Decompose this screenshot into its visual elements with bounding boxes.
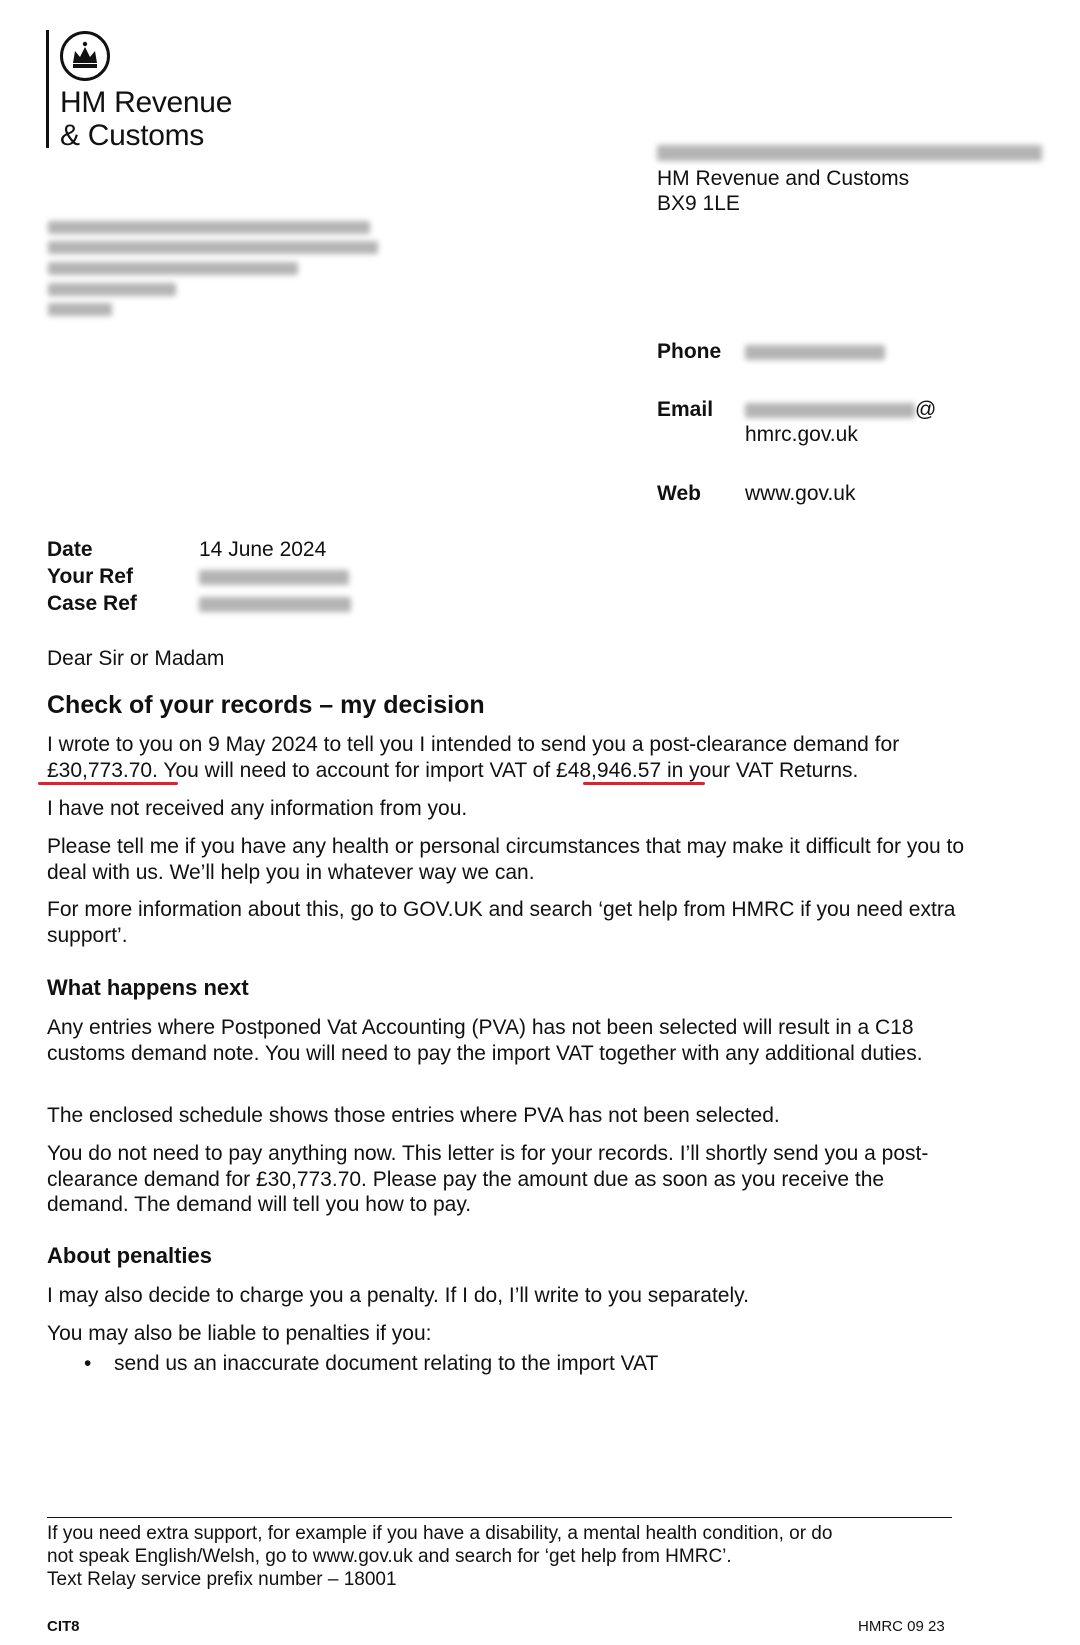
- sender-postcode: BX9 1LE: [657, 192, 740, 215]
- footer-rule: [47, 1517, 952, 1518]
- intro-text-b: . You will need to account for import VAT of: [152, 758, 557, 782]
- intro-text-a: I wrote to you on 9 May 2024 to tell you I intended to send you a post-clearance demand for: [47, 733, 900, 756]
- footer-support-line-1: If you need extra support, for example if you have a disability, a mental health condition, or do: [47, 1523, 833, 1544]
- email-domain: hmrc.gov.uk: [745, 423, 858, 446]
- heading-my-decision: Check of your records – my decision: [47, 691, 485, 719]
- paragraph-circumstances: Please tell me if you have any health or personal circumstances that may make it difficult for you to deal with us. We’ll help you in whatever way we can.: [47, 835, 965, 884]
- redacted-your-ref: [199, 570, 349, 585]
- paragraph-schedule: The enclosed schedule shows those entries where PVA has not been selected.: [47, 1104, 780, 1127]
- paragraph-liable: You may also be liable to penalties if you:: [47, 1322, 432, 1345]
- redacted-address-line: [48, 241, 378, 254]
- logo-line-1: HM Revenue: [60, 86, 233, 119]
- case-ref-label: Case Ref: [47, 592, 137, 615]
- footer-support-line-2: not speak English/Welsh, go to www.gov.uk and search for ‘get help from HMRC’.: [47, 1546, 732, 1567]
- red-underline-demand: [38, 782, 178, 785]
- bullet-item: send us an inaccurate document relating to the import VAT: [114, 1352, 659, 1375]
- redacted-address-line: [48, 303, 112, 316]
- royal-crest-icon: [59, 30, 111, 82]
- paragraph-no-info: I have not received any information from you.: [47, 797, 468, 820]
- heading-what-happens-next: What happens next: [47, 975, 249, 1000]
- paragraph-intro: [47, 732, 967, 783]
- red-underline-vat: [583, 782, 705, 785]
- sender-org: HM Revenue and Customs: [657, 167, 910, 190]
- salutation: Dear Sir or Madam: [47, 647, 225, 670]
- form-version: HMRC 09 23: [858, 1618, 945, 1635]
- date-value: 14 June 2024: [199, 538, 327, 561]
- bullet-icon: •: [84, 1352, 92, 1375]
- heading-about-penalties: About penalties: [47, 1243, 213, 1268]
- your-ref-label: Your Ref: [47, 565, 133, 588]
- redacted-email-user: [745, 403, 915, 418]
- web-label: Web: [657, 482, 701, 505]
- paragraph-pay-later: You do not need to pay anything now. This letter is for your records. I’ll shortly send you a post-clearance demand for £30,773.70. Please pay the amount due as soon as you receive the demand. The demand will tell you how to pay.: [47, 1142, 929, 1216]
- redacted-address-line: [48, 283, 176, 296]
- paragraph-penalty: I may also decide to charge you a penalty. If I do, I’ll write to you separately.: [47, 1284, 749, 1307]
- date-label: Date: [47, 538, 93, 561]
- redacted-phone: [745, 345, 885, 360]
- web-value: www.gov.uk: [745, 482, 856, 505]
- phone-label: Phone: [657, 340, 722, 363]
- form-code: CIT8: [47, 1618, 80, 1635]
- amount-demand: £30,773.70: [47, 758, 153, 782]
- footer-support-line-3: Text Relay service prefix number – 18001: [47, 1569, 397, 1590]
- redacted-address-line: [48, 262, 298, 275]
- email-at-sign: @: [915, 398, 937, 421]
- email-label: Email: [657, 398, 714, 421]
- redacted-address-line: [48, 221, 370, 234]
- redacted-case-ref: [199, 597, 351, 612]
- paragraph-more-info: For more information about this, go to GOV.UK and search ‘get help from HMRC if you need extra support’.: [47, 898, 956, 947]
- logo-line-2: & Customs: [60, 119, 205, 152]
- redacted-department-name: [657, 145, 1042, 161]
- logo-divider: [46, 30, 49, 148]
- paragraph-pva: Any entries where Postponed Vat Accounting (PVA) has not been selected will result in a C18 customs demand note. You will need to pay the import VAT together with any additional duties.: [47, 1016, 923, 1065]
- intro-text-c: in your VAT Returns.: [661, 758, 859, 782]
- amount-import-vat: £48,946.57: [556, 758, 662, 782]
